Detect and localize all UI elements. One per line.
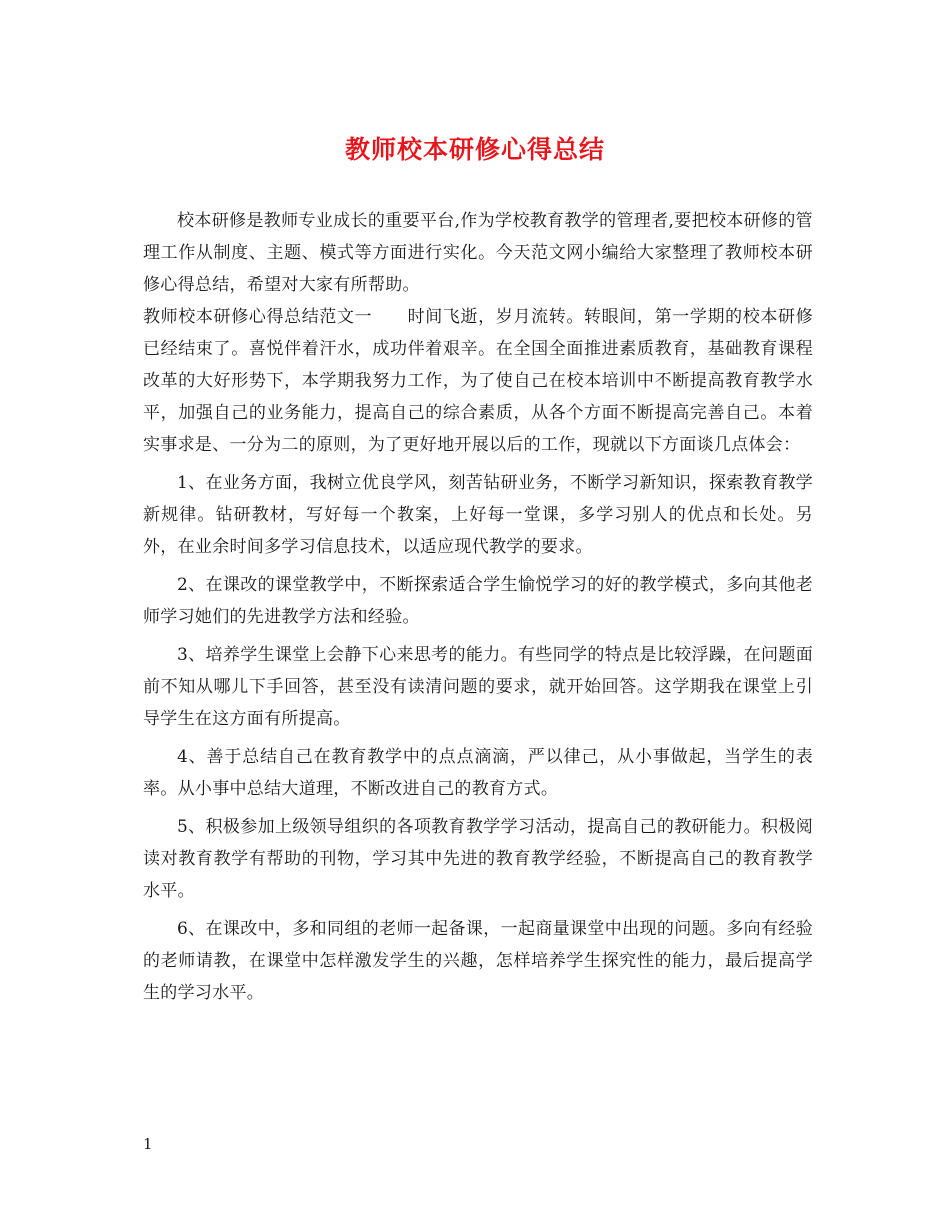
intro-paragraph: 校本研修是教师专业成长的重要平台,作为学校教育教学的管理者,要把校本研修的管理工作从制度、主题、模式等方面进行实化。今天范文网小编给大家整理了教师校本研修心得总结，希望对大家有所帮助。 (143, 211, 813, 295)
point-2-paragraph: 2、在课改的课堂教学中，不断探索适合学生愉悦学习的好的教学模式，多向其他老师学习她们的先进教学方法和经验。 (143, 575, 813, 627)
point-4-paragraph: 4、善于总结自己在教育教学中的点点滴滴，严以律己，从小事做起，当学生的表率。从小事中总结大道理，不断改进自己的教育方式。 (143, 747, 813, 799)
point-6-paragraph: 6、在课改中，多和同组的老师一起备课，一起商量课堂中出现的问题。多向有经验的老师请教，在课堂中怎样激发学生的兴趣，怎样培养学生探究性的能力，最后提高学生的学习水平。 (143, 919, 813, 1003)
point-3-paragraph: 3、培养学生课堂上会静下心来思考的能力。有些同学的特点是比较浮躁，在问题面前不知从哪儿下手回答，甚至没有读清问题的要求，就开始回答。这学期我在课堂上引导学生在这方面有所提高。 (143, 645, 813, 729)
document-body (143, 205, 813, 1009)
essay-opening-paragraph: 教师校本研修心得总结范文一 时间飞逝，岁月流转。转眼间，第一学期的校本研修已经结束了。喜悦伴着汗水，成功伴着艰辛。在全国全面推进素质教育，基础教育课程改革的大好形势下，本学期我努力工作，为了使自己在校本培训中不断提高教育教学水平，加强自己的业务能力，提高自己的综合素质，从各个方面不断提高完善自己。本着实事求是、一分为二的原则，为了更好地开展以后的工作，现就以下方面谈几点体会： (143, 307, 813, 455)
document-title: 教师校本研修心得总结 (344, 135, 605, 164)
point-5-paragraph: 5、积极参加上级领导组织的各项教育教学学习活动，提高自己的教研能力。积极阅读对教育教学有帮助的刊物，学习其中先进的教育教学经验，不断提高自己的教育教学水平。 (143, 817, 813, 901)
point-1-paragraph: 1、在业务方面，我树立优良学风，刻苦钻研业务，不断学习新知识，探索教育教学新规律。钻研教材，写好每一个教案，上好每一堂课，多学习别人的优点和长处。另外，在业余时间多学习信息技术，以适应现代教学的要求。 (143, 473, 813, 557)
page-number: 1 (143, 1135, 153, 1153)
